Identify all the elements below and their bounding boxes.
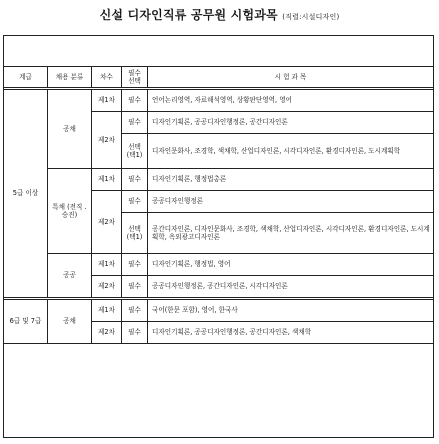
title-note: (직렬:시설디자인) — [282, 13, 340, 21]
stage-cell: 제2차 — [92, 276, 122, 299]
required-cell: 필수 — [122, 112, 148, 134]
subjects-cell: 공공디자인행정론, 공간디자인론, 시각디자인론 — [148, 276, 434, 299]
required-cell: 선택 (택1) — [122, 134, 148, 169]
grade-cell: 5급 이상 — [4, 89, 48, 299]
stage-cell: 제1차 — [92, 299, 122, 322]
exam-subjects-table — [3, 66, 434, 344]
recruit-type-cell: 공공 — [48, 254, 92, 299]
document-title — [0, 6, 439, 23]
recruit-type-cell: 공채 — [48, 89, 92, 169]
required-cell: 선택 (택1) — [122, 213, 148, 254]
title-text: 신설 디자인직류 공무원 시험과목 — [99, 8, 278, 22]
header-subjects: 시 험 과 목 — [148, 67, 434, 89]
header-grade: 계급 — [4, 67, 48, 89]
table-row — [4, 169, 434, 191]
table-row — [4, 89, 434, 112]
table-row — [4, 254, 434, 276]
stage-cell: 제1차 — [92, 169, 122, 191]
subjects-cell: 언어논리영역, 자료해석영역, 상황판단영역, 영어 — [148, 89, 434, 112]
subjects-cell: 공간디자인론, 디자인문화사, 조경학, 색채학, 산업디자인론, 시각디자인론, 환경디자인론, 도시계획학, 옥외광고디자인론 — [148, 213, 434, 254]
header-required: 필수 선택 — [122, 67, 148, 89]
required-cell: 필수 — [122, 254, 148, 276]
stage-cell: 제1차 — [92, 254, 122, 276]
stage-cell: 제2차 — [92, 191, 122, 254]
stage-cell: 제2차 — [92, 322, 122, 344]
table-row — [4, 299, 434, 322]
subjects-cell: 국어(한문 포함), 영어, 한국사 — [148, 299, 434, 322]
required-cell: 필수 — [122, 322, 148, 344]
recruit-type-cell: 공채 — [48, 299, 92, 344]
table-header-row — [4, 67, 434, 89]
subjects-cell: 디자인기획론, 행정법총론 — [148, 169, 434, 191]
header-recruit-type: 채용 분류 — [48, 67, 92, 89]
grade-cell: 6급 및 7급 — [4, 299, 48, 344]
required-cell: 필수 — [122, 89, 148, 112]
required-cell: 필수 — [122, 169, 148, 191]
subjects-cell: 디자인기획론, 행정법, 영어 — [148, 254, 434, 276]
recruit-type-cell: 특채 (전직 ․ 승진) — [48, 169, 92, 254]
required-cell: 필수 — [122, 276, 148, 299]
subjects-cell: 디자인기획론, 공공디자인행정론, 공간디자인론 — [148, 112, 434, 134]
header-stage: 차수 — [92, 67, 122, 89]
subjects-cell: 디자인기획론, 공공디자인행정론, 공간디자인론, 색채학 — [148, 322, 434, 344]
required-cell: 필수 — [122, 191, 148, 213]
stage-cell: 제1차 — [92, 89, 122, 112]
subjects-cell: 공공디자인행정론 — [148, 191, 434, 213]
stage-cell: 제2차 — [92, 112, 122, 169]
subjects-cell: 디자인문화사, 조경학, 색채학, 산업디자인론, 시각디자인론, 환경디자인론, 도시계획학 — [148, 134, 434, 169]
required-cell: 필수 — [122, 299, 148, 322]
